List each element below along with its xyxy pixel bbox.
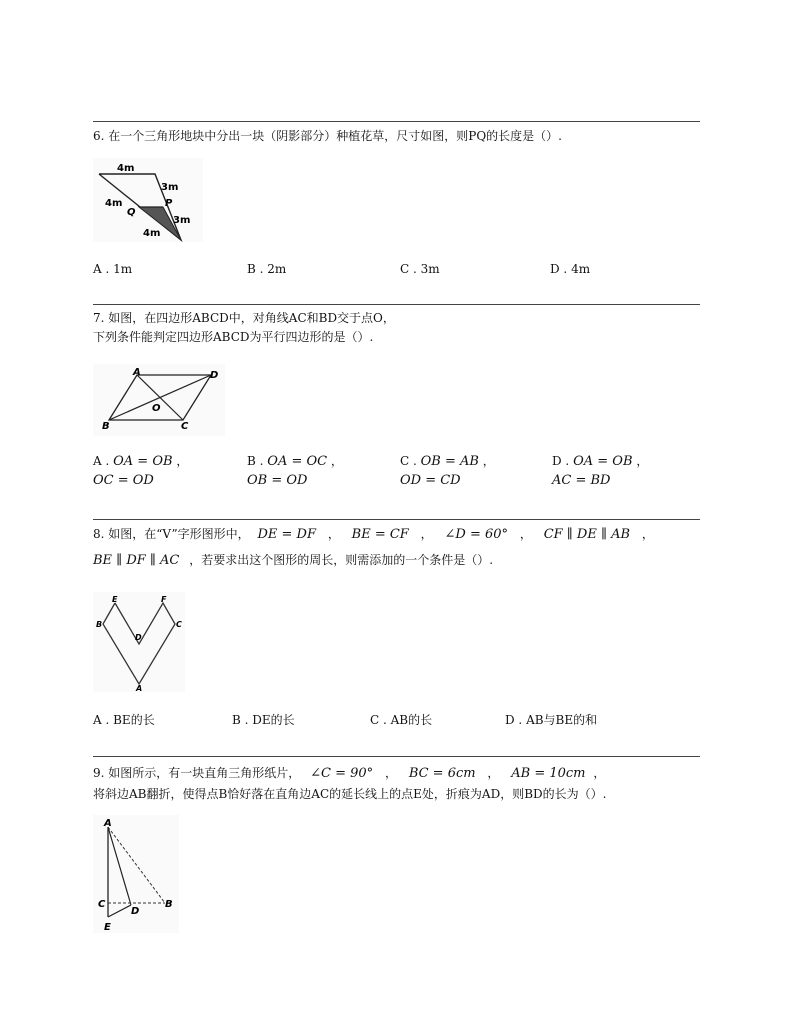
q8-option-c[interactable]: C . AB的长: [370, 713, 433, 727]
q7-option-b-line2: OB = OD: [247, 473, 308, 488]
separator-q9: [93, 756, 700, 757]
q7-option-a-letter: A .: [93, 454, 110, 468]
q7-label-o: O: [152, 403, 161, 414]
q7-stem-line2: 下列条件能判定四边形ABCD为平行四边形的是（）.: [93, 330, 374, 344]
q7-option-b[interactable]: [247, 452, 343, 488]
q7-option-c[interactable]: [400, 452, 495, 488]
q8-option-d[interactable]: D . AB与BE的和: [505, 713, 598, 727]
q8-label-c: C: [176, 620, 182, 629]
q9-stem-prefix: 9. 如图所示，有一块直角三角形纸片，: [93, 766, 301, 780]
q6-option-a[interactable]: A . 1m: [93, 262, 133, 276]
q7-option-a-comma: ，: [176, 454, 189, 468]
q7-label-b: B: [102, 421, 110, 432]
q8-cond-parallel-2: BE ∥ DF ∥ AC: [93, 553, 180, 568]
q7-option-d-letter: D .: [552, 454, 570, 468]
q9-cond-angle-c: ∠C = 90°: [310, 766, 374, 781]
q9-figure: [93, 815, 179, 933]
q9-cond-ab: AB = 10cm: [511, 766, 586, 781]
q7-figure: [93, 364, 225, 436]
separator-q7: [93, 304, 700, 305]
q7-label-a: A: [133, 367, 141, 378]
q8-stem-suffix: ，若要求出这个图形的周长，则需添加的一个条件是（）.: [189, 553, 494, 567]
q7-option-a[interactable]: [93, 452, 188, 488]
q6-figure: [93, 158, 203, 242]
q7-option-c-letter: C .: [400, 454, 417, 468]
q6-label-top: 4m: [117, 163, 135, 174]
q6-option-d[interactable]: D . 4m: [550, 262, 591, 276]
q7-option-a-line1: OA = OB: [113, 454, 173, 469]
q7-option-a-line2: OC = OD: [93, 473, 154, 488]
q7-option-d-comma: ，: [636, 454, 649, 468]
q9-label-c: C: [98, 899, 106, 910]
q9-label-e: E: [104, 922, 111, 933]
q8-stem-line2: [93, 552, 493, 569]
q9-comma-3: ，: [593, 766, 606, 780]
q6-stem: 6. 在一个三角形地块中分出一块（阴影部分）种植花草，尺寸如图，则PQ的长度是（）.: [93, 129, 562, 143]
q8-option-a[interactable]: A . BE的长: [93, 713, 155, 727]
q6-label-r1: 3m: [161, 182, 179, 193]
q7-label-c: C: [181, 421, 189, 432]
q7-stem-line1: 7. 如图，在四边形ABCD中，对角线AC和BD交于点O，: [93, 311, 395, 325]
q6-label-r2: 3m: [173, 215, 191, 226]
q8-label-e: E: [112, 595, 118, 604]
q8-comma-2: ，: [420, 527, 433, 541]
separator-q6: [93, 121, 700, 122]
q8-comma-3: ，: [519, 527, 532, 541]
q6-label-left: 4m: [105, 198, 123, 209]
q9-comma-2: ，: [487, 766, 500, 780]
q8-cond-angle-d: ∠D = 60°: [444, 527, 509, 542]
q9-stem-line1: [93, 765, 605, 782]
q9-stem-line2: 将斜边AB翻折，使得点B恰好落在直角边AC的延长线上的点E处，折痕为AD，则BD的长为（）.: [93, 787, 607, 801]
q7-option-c-line2: OD = CD: [400, 473, 461, 488]
q7-option-b-comma: ，: [330, 454, 343, 468]
q8-label-d: D: [135, 633, 142, 642]
separator-q8: [93, 519, 700, 520]
q9-cond-bc: BC = 6cm: [408, 766, 476, 781]
q8-comma-1: ，: [327, 527, 340, 541]
q8-option-b[interactable]: B . DE的长: [232, 713, 295, 727]
q8-label-f: F: [161, 595, 167, 604]
q8-label-a: A: [136, 684, 143, 692]
q7-option-c-comma: ，: [482, 454, 495, 468]
q7-option-d[interactable]: [552, 452, 648, 488]
q7-option-d-line1: OA = OB: [573, 454, 633, 469]
q6-label-p: P: [165, 198, 173, 209]
q8-stem-prefix: 8. 如图，在“V”字形图形中，: [93, 527, 250, 541]
q8-label-b: B: [96, 620, 103, 629]
q8-cond-de-df: DE = DF: [257, 527, 316, 542]
q8-figure: [93, 592, 185, 692]
q8-stem-line1: [93, 526, 654, 543]
q7-option-c-line1: OB = AB: [420, 454, 479, 469]
q8-cond-parallel-1: CF ∥ DE ∥ AB: [543, 527, 631, 542]
q7-label-d: D: [210, 370, 219, 381]
q6-label-bottom: 4m: [143, 228, 161, 239]
q6-label-q: Q: [127, 207, 136, 218]
q8-cond-be-cf: BE = CF: [351, 527, 409, 542]
q7-option-b-letter: B .: [247, 454, 264, 468]
q9-label-a: A: [104, 818, 112, 829]
q9-label-d: D: [131, 906, 140, 917]
q8-comma-4: ，: [641, 527, 654, 541]
q9-comma-1: ，: [384, 766, 397, 780]
q6-option-b[interactable]: B . 2m: [247, 262, 287, 276]
q7-option-d-line2: AC = BD: [552, 473, 611, 488]
q6-option-c[interactable]: C . 3m: [400, 262, 440, 276]
q9-label-b: B: [165, 899, 173, 910]
q7-option-b-line1: OA = OC: [267, 454, 328, 469]
